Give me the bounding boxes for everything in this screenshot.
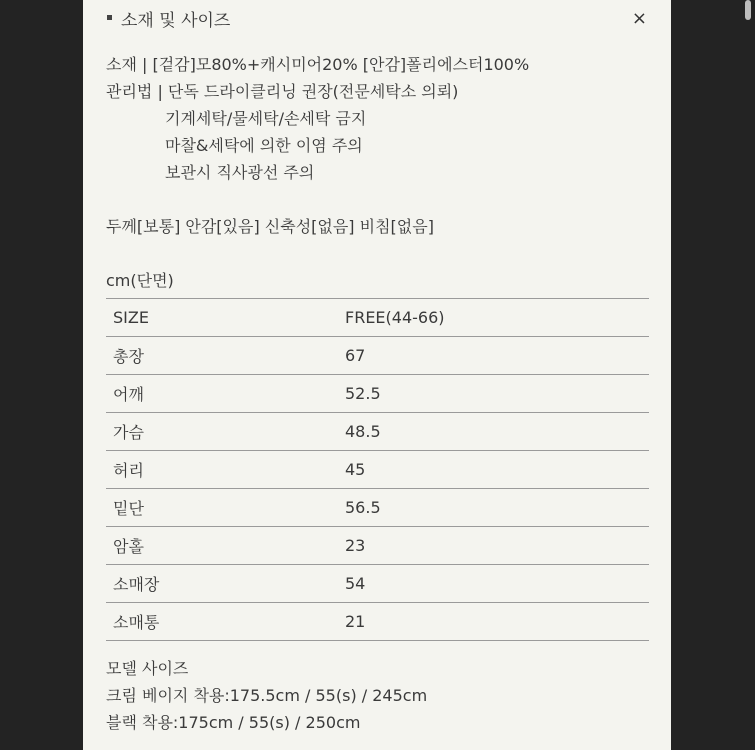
table-row bbox=[106, 337, 649, 375]
panel-header bbox=[107, 6, 647, 32]
table-header-row bbox=[106, 299, 649, 337]
measurement-value: 48.5 bbox=[345, 413, 649, 451]
measurement-name: 가슴 bbox=[106, 413, 345, 451]
panel-title: 소재 및 사이즈 bbox=[121, 11, 231, 31]
model-size-line: 블랙 착용:175cm / 55(s) / 250cm bbox=[106, 713, 361, 732]
measurement-name: 암홀 bbox=[106, 527, 345, 565]
table-row bbox=[106, 375, 649, 413]
measurement-value: 67 bbox=[345, 337, 649, 375]
measurement-name: 총장 bbox=[106, 337, 345, 375]
material-line: 소재 | [겉감]모80%+캐시미어20% [안감]폴리에스터100% bbox=[106, 55, 530, 74]
measurement-name: 어깨 bbox=[106, 375, 345, 413]
table-header-cell: SIZE bbox=[106, 299, 345, 337]
measurement-name: 소매장 bbox=[106, 565, 345, 603]
table-row bbox=[106, 489, 649, 527]
measurement-name: 허리 bbox=[106, 451, 345, 489]
size-info-panel bbox=[83, 0, 671, 750]
close-icon[interactable]: × bbox=[631, 8, 647, 29]
care-item: 기계세탁/물세탁/손세탁 금지 bbox=[165, 109, 367, 128]
size-table bbox=[106, 298, 649, 641]
size-unit-label: cm(단면) bbox=[106, 271, 174, 290]
table-row bbox=[106, 451, 649, 489]
scrollbar[interactable] bbox=[745, 0, 751, 20]
table-row bbox=[106, 413, 649, 451]
measurement-value: 21 bbox=[345, 603, 649, 641]
table-row bbox=[106, 565, 649, 603]
fabric-properties: 두께[보통] 안감[있음] 신축성[없음] 비침[없음] bbox=[106, 217, 434, 236]
care-item: 보관시 직사광선 주의 bbox=[165, 163, 315, 182]
model-size-title: 모델 사이즈 bbox=[106, 659, 189, 678]
care-item: 마찰&세탁에 의한 이염 주의 bbox=[165, 136, 363, 155]
measurement-value: 54 bbox=[345, 565, 649, 603]
table-row bbox=[106, 603, 649, 641]
measurement-value: 23 bbox=[345, 527, 649, 565]
care-line: 관리법 | 단독 드라이클리닝 권장(전문세탁소 의뢰) bbox=[106, 82, 459, 101]
measurement-value: 56.5 bbox=[345, 489, 649, 527]
measurement-value: 45 bbox=[345, 451, 649, 489]
measurement-name: 소매통 bbox=[106, 603, 345, 641]
measurement-value: 52.5 bbox=[345, 375, 649, 413]
measurement-name: 밑단 bbox=[106, 489, 345, 527]
square-bullet-icon bbox=[107, 15, 112, 20]
table-row bbox=[106, 527, 649, 565]
table-header-cell: FREE(44-66) bbox=[345, 299, 649, 337]
model-size-line: 크림 베이지 착용:175.5cm / 55(s) / 245cm bbox=[106, 686, 428, 705]
